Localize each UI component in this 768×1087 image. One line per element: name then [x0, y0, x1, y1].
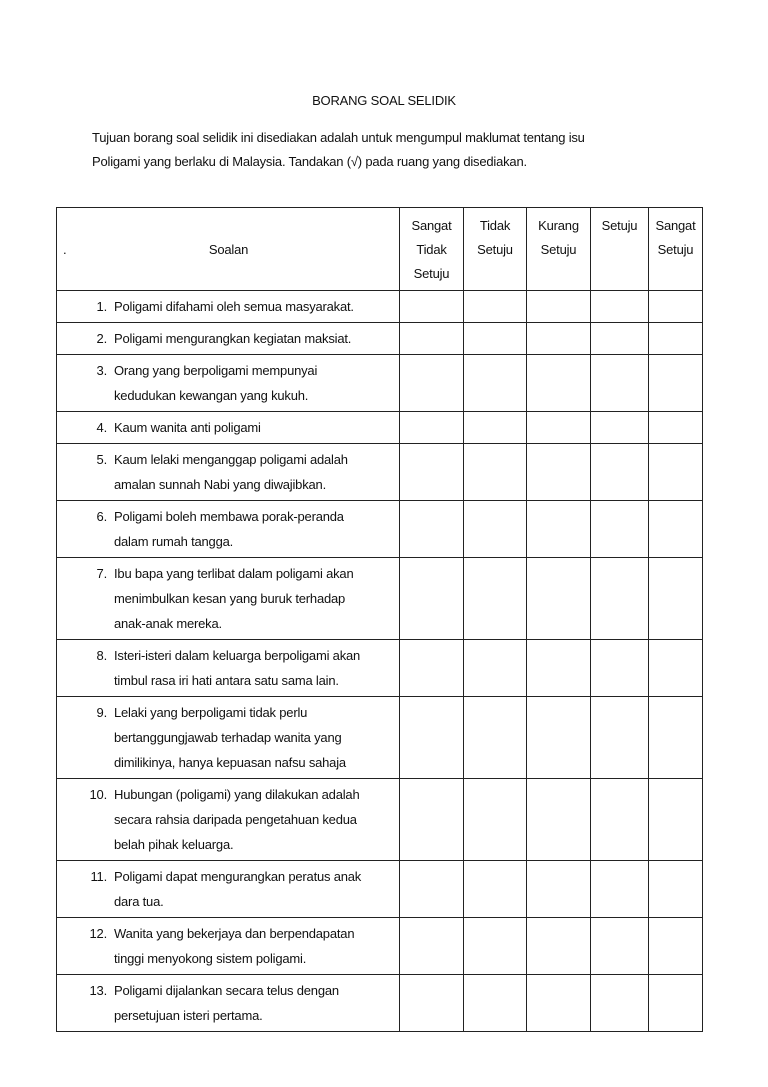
question-content [81, 561, 393, 636]
question-text-line: dimilikinya, hanya kepuasan nafsu sahaja [114, 755, 346, 770]
question-text-line: Poligami difahami oleh semua masyarakat. [114, 299, 354, 314]
answer-cell-tidak-setuju[interactable] [464, 640, 527, 697]
question-cell [57, 412, 400, 444]
question-column-header [57, 208, 400, 291]
question-number: 1. [96, 299, 107, 314]
question-cell [57, 975, 400, 1032]
question-cell [57, 697, 400, 779]
answer-cell-setuju[interactable] [591, 444, 649, 501]
answer-cell-kurang-setuju[interactable] [527, 355, 591, 412]
option-header-line: Sangat [411, 218, 452, 233]
table-row [57, 323, 703, 355]
question-content [81, 643, 393, 693]
answer-cell-sangat-tidak-setuju[interactable] [400, 501, 464, 558]
answer-cell-sangat-setuju[interactable] [649, 975, 703, 1032]
answer-cell-tidak-setuju[interactable] [464, 918, 527, 975]
answer-cell-setuju[interactable] [591, 558, 649, 640]
answer-cell-setuju[interactable] [591, 697, 649, 779]
answer-cell-tidak-setuju[interactable] [464, 291, 527, 323]
table-row [57, 291, 703, 323]
answer-cell-tidak-setuju[interactable] [464, 861, 527, 918]
question-text-line: Orang yang berpoligami mempunyai [114, 363, 318, 378]
option-header-line: Setuju [540, 242, 577, 257]
question-content [81, 415, 393, 440]
answer-cell-sangat-tidak-setuju[interactable] [400, 355, 464, 412]
answer-cell-sangat-setuju[interactable] [649, 697, 703, 779]
answer-cell-setuju[interactable] [591, 779, 649, 861]
question-number: 2. [96, 331, 107, 346]
question-content [81, 504, 393, 554]
question-number: 4. [96, 420, 107, 435]
answer-cell-kurang-setuju[interactable] [527, 412, 591, 444]
question-text-line: Isteri-isteri dalam keluarga berpoligami akan [114, 648, 361, 663]
question-text-line: persetujuan isteri pertama. [114, 1008, 263, 1023]
question-text [114, 978, 393, 1028]
answer-cell-tidak-setuju[interactable] [464, 975, 527, 1032]
question-number: 9. [96, 705, 107, 720]
question-number: 8. [96, 648, 107, 663]
answer-cell-tidak-setuju[interactable] [464, 444, 527, 501]
table-row [57, 861, 703, 918]
option-header-setuju [591, 208, 649, 291]
question-text [114, 326, 393, 351]
question-text [114, 782, 393, 857]
intro-line: Tujuan borang soal selidik ini disediakan adalah untuk mengumpul maklumat tentang isu [92, 130, 585, 145]
question-content [81, 782, 393, 857]
answer-cell-tidak-setuju[interactable] [464, 558, 527, 640]
answer-cell-setuju[interactable] [591, 323, 649, 355]
answer-cell-sangat-setuju[interactable] [649, 918, 703, 975]
question-number: 11. [90, 869, 107, 884]
table-row [57, 412, 703, 444]
answer-cell-sangat-setuju[interactable] [649, 558, 703, 640]
answer-cell-sangat-setuju[interactable] [649, 444, 703, 501]
question-text-line: menimbulkan kesan yang buruk terhadap [114, 591, 346, 606]
answer-cell-kurang-setuju[interactable] [527, 291, 591, 323]
survey-body [57, 291, 703, 1032]
answer-cell-kurang-setuju[interactable] [527, 501, 591, 558]
answer-cell-setuju[interactable] [591, 640, 649, 697]
question-number: 10. [89, 787, 107, 802]
answer-cell-setuju[interactable] [591, 918, 649, 975]
question-header-label: Soalan [208, 242, 249, 257]
question-text-line: tinggi menyokong sistem poligami. [114, 951, 307, 966]
option-header-line: Sangat [655, 218, 696, 233]
question-text-line: Poligami dijalankan secara telus dengan [114, 983, 339, 998]
question-text [114, 864, 393, 914]
question-text-line: Hubungan (poligami) yang dilakukan adalah [114, 787, 360, 802]
intro-line: Poligami yang berlaku di Malaysia. Tandakan (√) pada ruang yang disediakan. [92, 154, 527, 169]
answer-cell-kurang-setuju[interactable] [527, 918, 591, 975]
option-header-line: Tidak [479, 218, 511, 233]
answer-cell-sangat-setuju[interactable] [649, 323, 703, 355]
question-text [114, 700, 393, 775]
table-row [57, 558, 703, 640]
question-text [114, 415, 393, 440]
answer-cell-kurang-setuju[interactable] [527, 640, 591, 697]
option-header-kurang-setuju [527, 208, 591, 291]
answer-cell-sangat-setuju[interactable] [649, 355, 703, 412]
question-text-line: Lelaki yang berpoligami tidak perlu [114, 705, 308, 720]
question-content [81, 921, 393, 971]
question-text [114, 294, 393, 319]
answer-cell-sangat-tidak-setuju[interactable] [400, 323, 464, 355]
answer-cell-tidak-setuju[interactable] [464, 323, 527, 355]
header-marker: . [63, 242, 67, 257]
question-text [114, 447, 393, 497]
question-text-line: Poligami mengurangkan kegiatan maksiat. [114, 331, 352, 346]
answer-cell-setuju[interactable] [591, 412, 649, 444]
question-text-line: Kaum lelaki menganggap poligami adalah [114, 452, 348, 467]
answer-cell-sangat-tidak-setuju[interactable] [400, 861, 464, 918]
question-cell [57, 558, 400, 640]
question-text [114, 504, 393, 554]
table-row [57, 779, 703, 861]
question-content [81, 864, 393, 914]
table-header-row [57, 208, 703, 291]
answer-cell-sangat-tidak-setuju[interactable] [400, 918, 464, 975]
option-header-tidak-setuju [464, 208, 527, 291]
answer-cell-setuju[interactable] [591, 861, 649, 918]
question-number: 3. [96, 363, 107, 378]
answer-cell-kurang-setuju[interactable] [527, 779, 591, 861]
option-header-line: Setuju [657, 242, 694, 257]
question-text-line: secara rahsia daripada pengetahuan kedua [114, 812, 357, 827]
answer-cell-sangat-tidak-setuju[interactable] [400, 291, 464, 323]
question-cell [57, 291, 400, 323]
question-content [81, 326, 393, 351]
question-content [81, 358, 393, 408]
question-content [81, 294, 393, 319]
question-text-line: anak-anak mereka. [114, 616, 222, 631]
page-title: BORANG SOAL SELIDIK [312, 93, 456, 108]
answer-cell-setuju[interactable] [591, 975, 649, 1032]
question-text-line: bertanggungjawab terhadap wanita yang [114, 730, 342, 745]
table-row [57, 640, 703, 697]
answer-cell-sangat-setuju[interactable] [649, 779, 703, 861]
option-header-sangat-setuju [649, 208, 703, 291]
question-number: 6. [96, 509, 107, 524]
option-header-line: Tidak [416, 242, 447, 257]
answer-cell-kurang-setuju[interactable] [527, 323, 591, 355]
question-text-line: Wanita yang bekerjaya dan berpendapatan [114, 926, 355, 941]
answer-cell-sangat-tidak-setuju[interactable] [400, 779, 464, 861]
question-content [81, 978, 393, 1028]
question-cell [57, 918, 400, 975]
answer-cell-tidak-setuju[interactable] [464, 779, 527, 861]
table-row [57, 444, 703, 501]
question-number: 7. [96, 566, 107, 581]
answer-cell-tidak-setuju[interactable] [464, 412, 527, 444]
question-number: 13. [89, 983, 107, 998]
question-text [114, 358, 393, 408]
answer-cell-sangat-tidak-setuju[interactable] [400, 444, 464, 501]
table-row [57, 501, 703, 558]
answer-cell-sangat-setuju[interactable] [649, 291, 703, 323]
question-text-line: amalan sunnah Nabi yang diwajibkan. [114, 477, 326, 492]
table-row [57, 697, 703, 779]
table-row [57, 918, 703, 975]
option-header-line: Kurang [538, 218, 579, 233]
question-text [114, 643, 393, 693]
table-row [57, 975, 703, 1032]
answer-cell-tidak-setuju[interactable] [464, 501, 527, 558]
answer-cell-kurang-setuju[interactable] [527, 697, 591, 779]
question-text-line: Poligami dapat mengurangkan peratus anak [114, 869, 362, 884]
answer-cell-sangat-setuju[interactable] [649, 501, 703, 558]
question-cell [57, 779, 400, 861]
answer-cell-setuju[interactable] [591, 355, 649, 412]
question-cell [57, 861, 400, 918]
answer-cell-sangat-tidak-setuju[interactable] [400, 640, 464, 697]
option-header-line: Setuju [413, 266, 450, 281]
question-text-line: dalam rumah tangga. [114, 534, 234, 549]
question-cell [57, 640, 400, 697]
answer-cell-sangat-setuju[interactable] [649, 640, 703, 697]
question-text-line: Kaum wanita anti poligami [114, 420, 261, 435]
option-header-sangat-tidak-setuju [400, 208, 464, 291]
question-text-line: Poligami boleh membawa porak-peranda [114, 509, 344, 524]
answer-cell-sangat-tidak-setuju[interactable] [400, 697, 464, 779]
question-text [114, 921, 393, 971]
question-text-line: timbul rasa iri hati antara satu sama lain. [114, 673, 339, 688]
answer-cell-sangat-tidak-setuju[interactable] [400, 975, 464, 1032]
answer-cell-sangat-setuju[interactable] [649, 861, 703, 918]
survey-table [56, 207, 703, 1032]
question-number: 5. [96, 452, 107, 467]
question-content [81, 700, 393, 775]
question-cell [57, 501, 400, 558]
question-text [114, 561, 393, 636]
answer-cell-sangat-tidak-setuju[interactable] [400, 558, 464, 640]
question-cell [57, 323, 400, 355]
option-header-line: Setuju [477, 242, 513, 257]
answer-cell-sangat-tidak-setuju[interactable] [400, 412, 464, 444]
answer-cell-kurang-setuju[interactable] [527, 558, 591, 640]
question-text-line: dara tua. [114, 894, 164, 909]
answer-cell-tidak-setuju[interactable] [464, 697, 527, 779]
question-text-line: belah pihak keluarga. [114, 837, 234, 852]
answer-cell-kurang-setuju[interactable] [527, 444, 591, 501]
question-text-line: kedudukan kewangan yang kukuh. [114, 388, 309, 403]
question-number: 12. [89, 926, 107, 941]
answer-cell-kurang-setuju[interactable] [527, 975, 591, 1032]
question-content [81, 447, 393, 497]
answer-cell-kurang-setuju[interactable] [527, 861, 591, 918]
answer-cell-sangat-setuju[interactable] [649, 412, 703, 444]
answer-cell-setuju[interactable] [591, 501, 649, 558]
question-text-line: Ibu bapa yang terlibat dalam poligami akan [114, 566, 354, 581]
answer-cell-tidak-setuju[interactable] [464, 355, 527, 412]
table-row [57, 355, 703, 412]
question-cell [57, 355, 400, 412]
intro-paragraph [92, 126, 692, 174]
option-header-line: Setuju [601, 218, 638, 233]
question-cell [57, 444, 400, 501]
answer-cell-setuju[interactable] [591, 291, 649, 323]
